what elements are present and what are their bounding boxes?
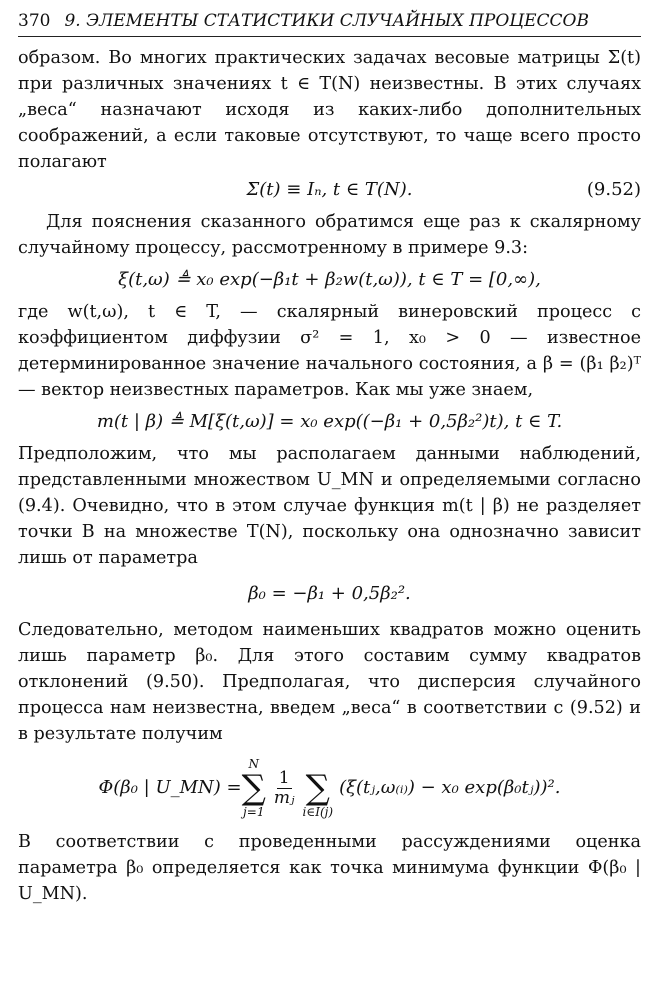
sum-icon: ∑: [241, 768, 266, 808]
paragraph-2: Для пояснения сказанного обратимся еще раз к скалярному случайному процессу, рассмотренному в примере 9.3:: [18, 212, 641, 258]
weight-fraction: [273, 767, 295, 808]
equation-least-squares: [18, 747, 641, 829]
equation-rhs: (ξ(tⱼ,ω₍ᵢ₎) − x₀ exp(β₀tⱼ))².: [339, 777, 561, 798]
page: [18, 8, 641, 907]
paragraph-6: В соответствии с проведенными рассуждениями оценка параметра β₀ определяется как точка минимума функции Φ(β₀ | U_MN).: [18, 832, 641, 904]
page-number: 370: [18, 11, 51, 31]
running-title: 9. ЭЛЕМЕНТЫ СТАТИСТИКИ СЛУЧАЙНЫХ ПРОЦЕССОВ: [64, 11, 589, 31]
equation-beta0: [18, 579, 641, 609]
running-header: [18, 8, 641, 37]
fraction-denominator: mⱼ: [273, 787, 295, 808]
equation-lhs: Φ(β₀ | U_MN) =: [98, 777, 242, 798]
outer-sum-lower: j=1: [243, 805, 265, 819]
equation-process-body: ξ(t,ω) ≜ x₀ exp(−β₁t + β₂w(t,ω)), t ∈ T = [0,∞),: [118, 269, 541, 290]
equation-9-52: [18, 175, 641, 205]
paragraph-1: образом. Во многих практических задачах весовые матрицы Σ(t) при различных значениях t ∈ T(N) неизвестны. В этих случаях „веса“ назначают исходя из каких-либо дополнительных соображений, а если таковые отсутствуют, то чаще всего просто полагают: [18, 48, 641, 172]
outer-sum: [242, 757, 266, 819]
paragraph-5: Следовательно, методом наименьших квадратов можно оценить лишь параметр β₀. Для этого составим сумму квадратов отклонений (9.50). Предполагая, что дисперсия случайного процесса нам неизвестна, введем „веса“ в соответствии с (9.52) и в результате получим: [18, 620, 641, 744]
paragraph-4: Предположим, что мы располагаем данными наблюдений, представленными множеством U_MN и определяемыми согласно (9.4). Очевидно, что в этом случае функция m(t | β) не разделяет точки B на множестве T(N), поскольку она однозначно зависит лишь от параметра: [18, 444, 641, 568]
sum-icon: ∑: [305, 768, 330, 808]
equation-process-definition: [18, 265, 641, 295]
equation-beta0-body: β₀ = −β₁ + 0,5β₂².: [248, 583, 411, 604]
fraction-numerator: 1: [278, 767, 290, 788]
sum-block: [242, 747, 561, 829]
inner-sum-lower: i∈I(j): [302, 805, 334, 819]
equation-9-52-body: Σ(t) ≡ Iₙ, t ∈ T(N).: [246, 179, 413, 200]
equation-number: (9.52): [586, 179, 641, 200]
equation-mean-function: [18, 407, 641, 437]
paragraph-3: где w(t,ω), t ∈ T, — скалярный винеровский процесс с коэффициентом диффузии σ² = 1, x₀ > 0 — известное детерминированное значение начального состояния, а β = (β₁ β₂)ᵀ — вектор неизвестных параметров. Как мы уже знаем,: [18, 302, 641, 400]
outer-sum-upper: N: [248, 757, 260, 771]
inner-sum: [303, 757, 334, 819]
equation-mean-body: m(t | β) ≜ M[ξ(t,ω)] = x₀ exp((−β₁ + 0,5β₂²)t), t ∈ T.: [96, 411, 563, 432]
